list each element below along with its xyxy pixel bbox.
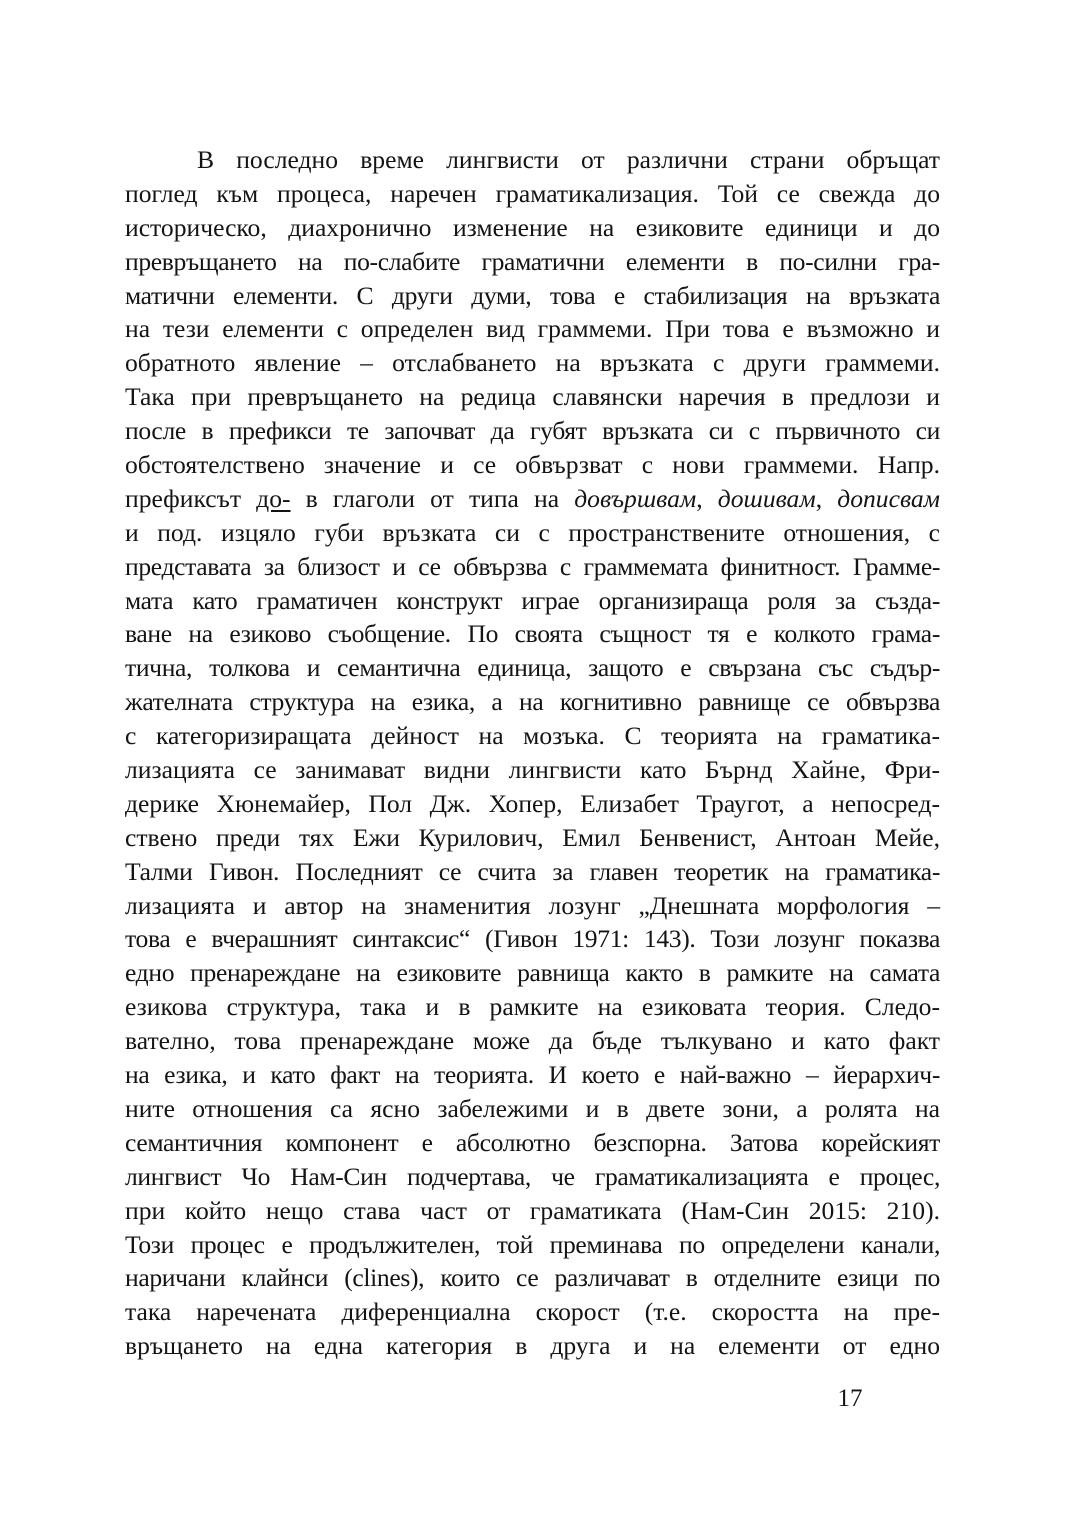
text-line: езикова структура, така и в рамките на езиковата теория. Следо- [125, 992, 940, 1022]
text-line: връщането на една категория в друга и на елементи от едно [125, 1331, 940, 1361]
text-line-examples [125, 482, 940, 516]
text-line: ните отношения са ясно забележими и в двете зони, а ролята на [125, 1093, 940, 1123]
text-line: мата като граматичен конструкт играе организираща роля за създа- [125, 585, 940, 615]
page-number: 17 [837, 1385, 863, 1412]
body-paragraph [125, 143, 940, 1363]
text-line: семантичния компонент е абсолютно безспорна. Затова корейският [125, 1127, 940, 1157]
example-word: дописвам [837, 483, 941, 513]
text-line: това е вчерашният синтаксис“ (Гивон 1971: 143). Този лозунг показва [125, 924, 940, 954]
text-line: наричани клайнси (clines), които се различават в отделните езици по [125, 1263, 940, 1293]
text-line: Този процес е продължителен, той преминава по определени канали, [125, 1229, 940, 1259]
text-line: и под. изцяло губи връзката си с пространствените отношения, с [125, 517, 940, 547]
text-line: матични елементи. С други думи, това е стабилизация на връзката [125, 280, 940, 310]
text-line: едно пренареждане на езиковите равнища както в рамките на самата [125, 958, 940, 988]
text-line: превръщането на по-слабите граматични елементи в по-силни гра- [125, 246, 940, 276]
text-line: на езика, и като факт на теорията. И което е най-важно – йерархич- [125, 1060, 940, 1090]
text-line: тична, толкова и семантична единица, защото е свързана със съдър- [125, 653, 940, 683]
text-line: обстоятелствено значение и се обвързват с нови граммеми. Напр. [125, 450, 940, 480]
text-line: така наречената диференциална скорост (т.е. скоростта на пре- [125, 1297, 940, 1327]
text-line: Така при превръщането на редица славянски наречия в предлози и [125, 382, 940, 412]
text-line: ствено преди тях Ежи Курилович, Емил Бенвенист, Антоан Мейе, [125, 822, 940, 852]
text-line: жателната структура на езика, а на когнитивно равнище се обвързва [125, 687, 940, 717]
text-line: ване на езиково съобщение. По своята същност тя е колкото грама- [125, 619, 940, 649]
line-text: в глаголи от типа на [290, 483, 575, 513]
text-line: обратното явление – отслабването на връзката с други граммеми. [125, 348, 940, 378]
text-line: дерике Хюнемайер, Пол Дж. Хопер, Елизабет Траугот, а непосред- [125, 788, 940, 818]
text-line: В последно време лингвисти от различни страни обръщат [197, 145, 940, 174]
text-line: лизацията и автор на знаменития лозунг „Днешната морфология – [125, 890, 940, 920]
example-word: довършвам [574, 483, 697, 513]
prefix-underlined: до- [256, 483, 291, 513]
text-line: вателно, това пренареждане може да бъде тълкувано и като факт [125, 1026, 940, 1056]
text-line: лизацията се занимават видни лингвисти като Бърнд Хайне, Фри- [125, 755, 940, 785]
separator: , [815, 483, 838, 513]
text-line: с категоризиращата дейност на мозъка. С теорията на граматика- [125, 721, 940, 751]
example-word: дошивам [717, 483, 816, 513]
text-line: Талми Гивон. Последният се счита за главен теоретик на граматика- [125, 856, 940, 886]
text-line: лингвист Чо Нам-Син подчертава, че граматикализацията е процес, [125, 1161, 940, 1191]
text-line: представата за близост и се обвързва с граммемата финитност. Грамме- [125, 551, 940, 581]
text-line: на тези елементи с определен вид граммеми. При това е възможно и [125, 314, 940, 344]
line-text: префиксът [125, 483, 257, 513]
separator: , [696, 483, 718, 513]
text-line: историческо, диахронично изменение на езиковите единици и до [125, 212, 940, 242]
text-line: после в префикси те започват да губят връзката си с първичното си [125, 416, 940, 446]
text-line: при който нещо става част от граматиката (Нам-Син 2015: 210). [125, 1195, 940, 1225]
text-line: поглед към процеса, наречен граматикализация. Той се свежда до [125, 178, 940, 208]
